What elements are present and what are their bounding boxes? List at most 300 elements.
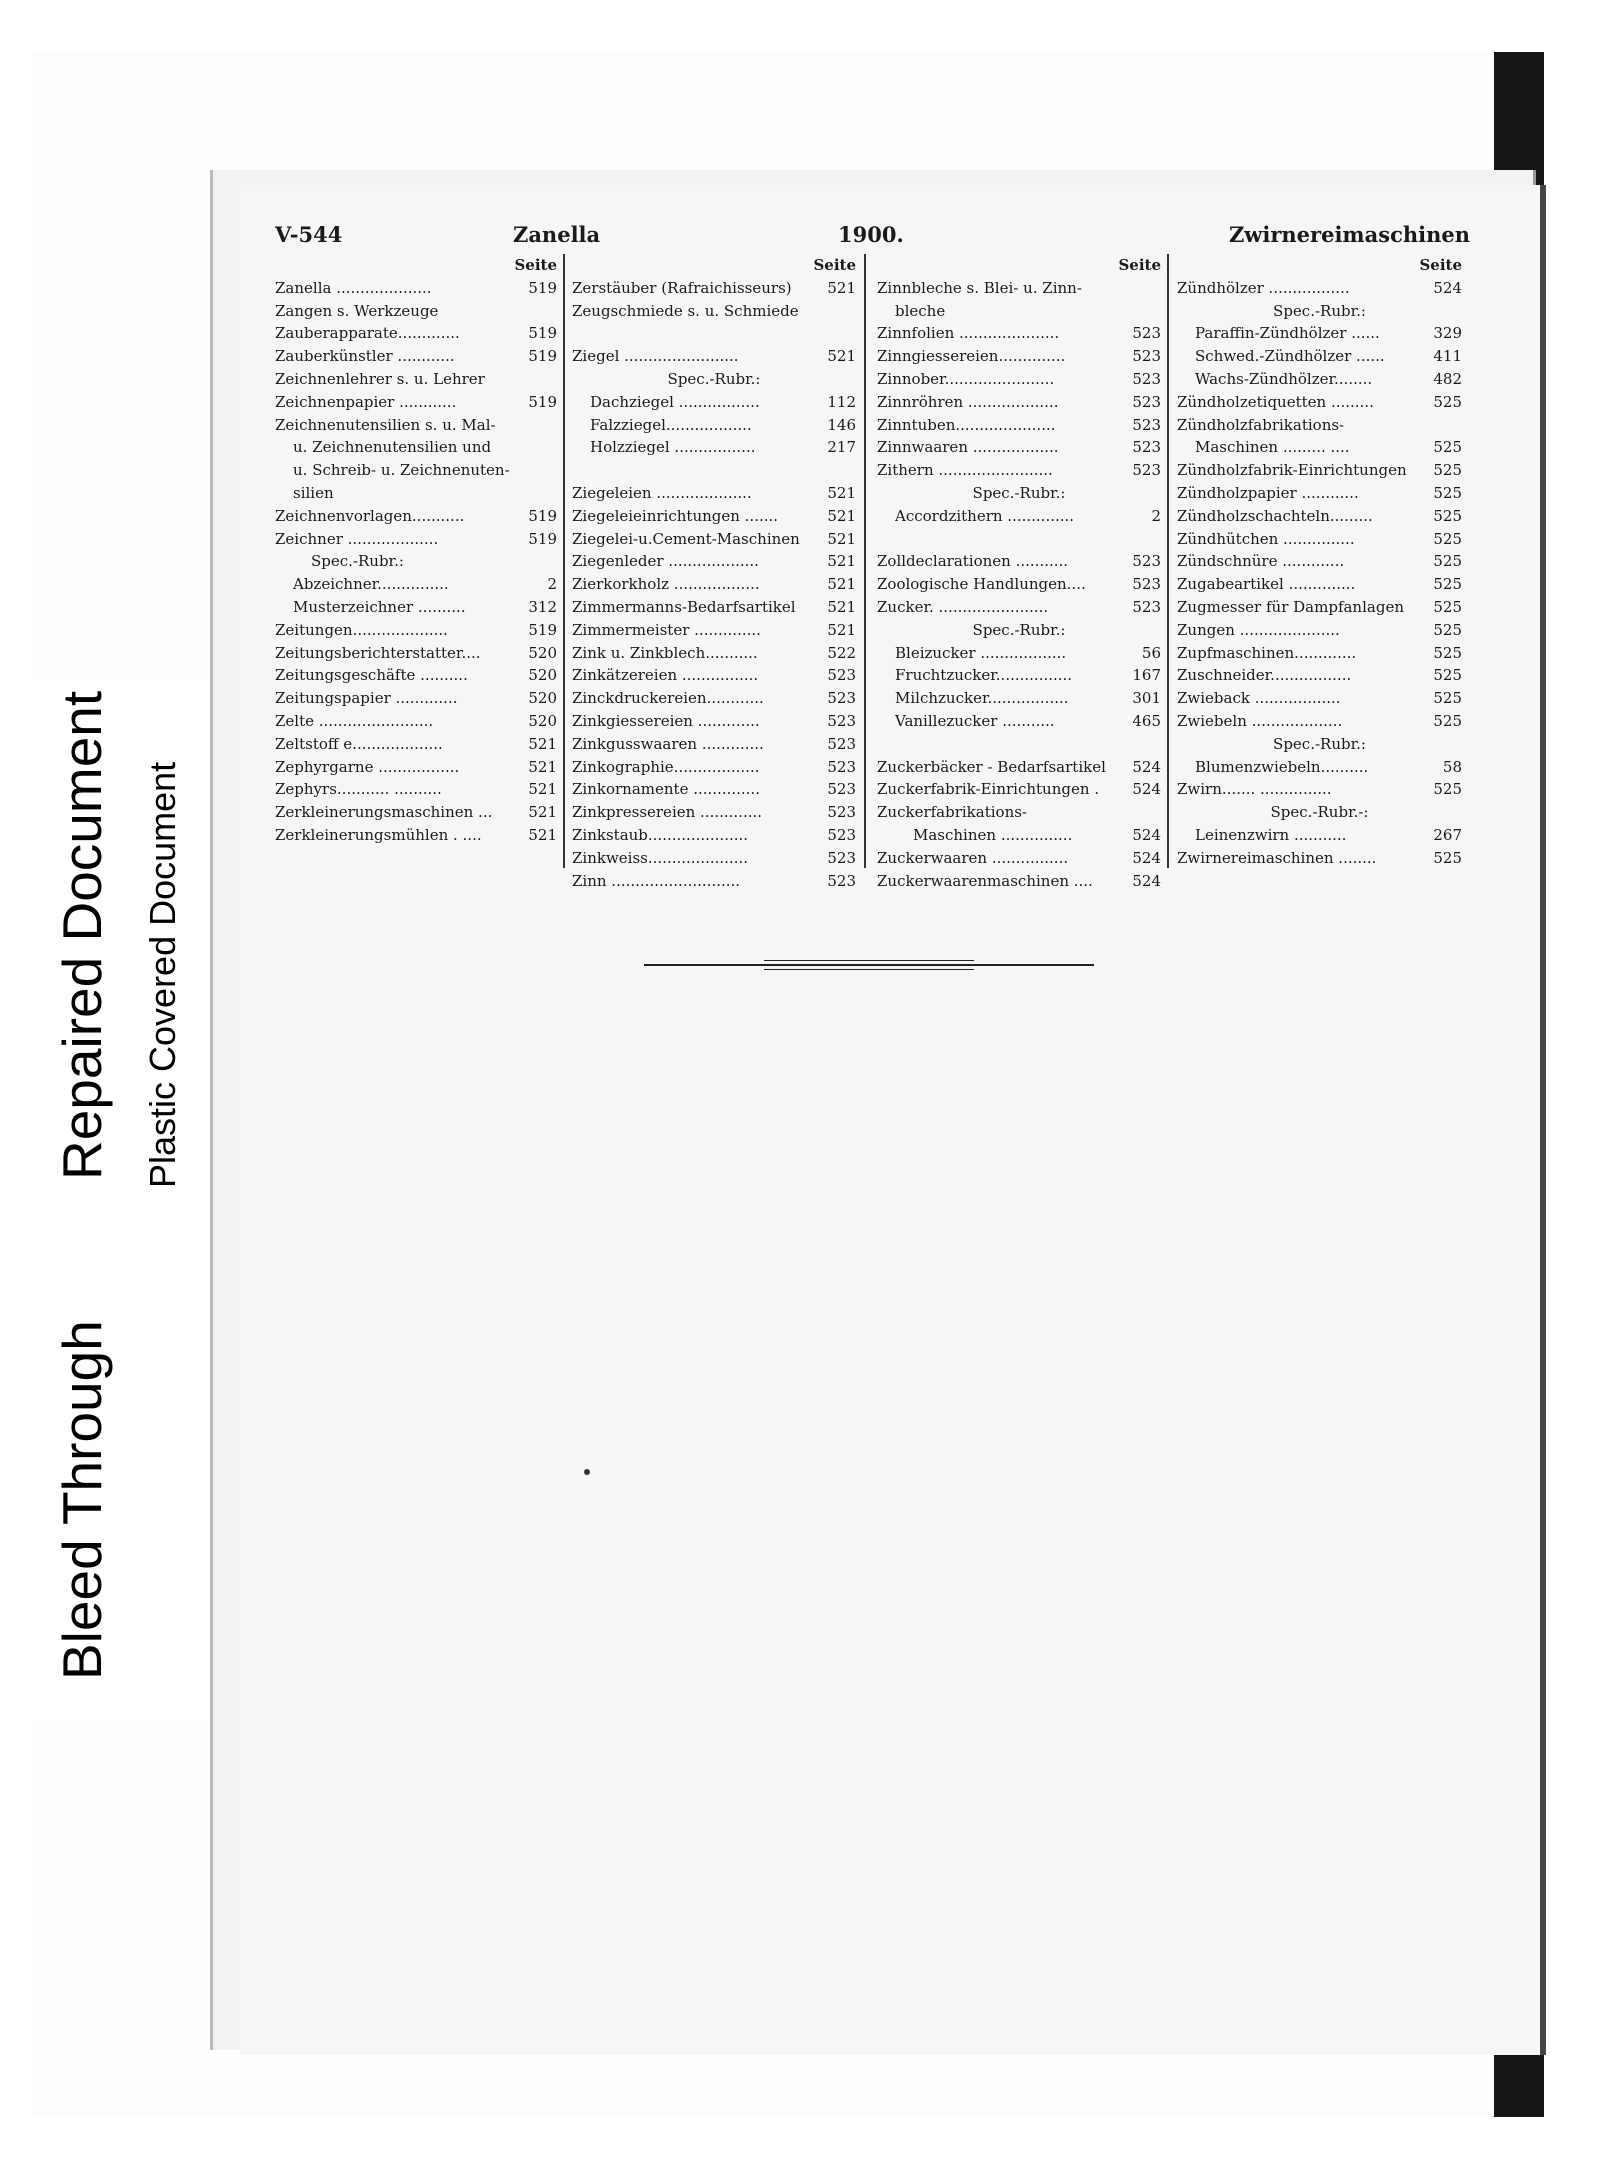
index-entry: [1177, 505, 1462, 528]
entry-page: 523: [1132, 552, 1161, 571]
entry-page: 525: [1433, 575, 1462, 594]
entry-term: Spec.-Rubr.:: [1273, 734, 1366, 753]
entry-term: Zinntuben.....................: [877, 415, 1056, 434]
entry-term: Spec.-Rubr.:: [311, 552, 404, 571]
entry-page: 523: [827, 825, 856, 844]
index-entry: [1177, 778, 1462, 801]
end-rule: [644, 964, 1094, 966]
entry-page: 167: [1132, 666, 1161, 685]
index-entry: [1177, 368, 1462, 391]
entry-term: Zeichnenlehrer s. u. Lehrer: [275, 369, 485, 388]
entry-term: Spec.-Rubr.-:: [1270, 803, 1369, 822]
entry-term: Holzziegel .................: [590, 438, 756, 457]
index-entry: [1177, 482, 1462, 505]
index-entry: [1177, 756, 1462, 779]
entry-page: 524: [1132, 825, 1161, 844]
entry-term: Zangen s. Werkzeuge: [275, 301, 439, 320]
entry-term: Zündhölzer .................: [1177, 278, 1350, 297]
entry-term: Zündschnüre .............: [1177, 552, 1345, 571]
index-entry: [1177, 345, 1462, 368]
entry-page: 521: [528, 780, 557, 799]
entry-term: Zuckerbäcker - Bedarfsartikel: [877, 757, 1106, 776]
entry-term: Zinkpressereien .............: [572, 803, 763, 822]
entry-page: 523: [1132, 324, 1161, 343]
index-entry: [877, 505, 1161, 528]
index-entry: [1177, 733, 1462, 756]
index-entry: [877, 824, 1161, 847]
entry-term: Zoologische Handlungen....: [877, 575, 1086, 594]
entry-term: Zephyrgarne .................: [275, 757, 460, 776]
entry-page: 465: [1132, 711, 1161, 730]
index-entry: [572, 528, 856, 551]
index-entry: [275, 322, 557, 345]
index-entry: [1177, 459, 1462, 482]
entry-term: Zuckerwaarenmaschinen ....: [877, 871, 1093, 890]
entry-term: Zündholzfabrikations-: [1177, 415, 1345, 434]
entry-term: Accordzithern ..............: [895, 506, 1075, 525]
index-entry: [275, 801, 557, 824]
entry-term: Zinnober.......................: [877, 369, 1055, 388]
index-entry: [1177, 300, 1462, 323]
index-entry: [877, 847, 1161, 870]
entry-page: 525: [1433, 483, 1462, 502]
entry-page: 519: [528, 392, 557, 411]
index-entry: [572, 870, 856, 893]
entry-term: Zeichnenvorlagen...........: [275, 506, 465, 525]
entry-term: Zeichnenutensilien s. u. Mal-: [275, 415, 496, 434]
entry-page: 56: [1141, 643, 1161, 662]
entry-term: Zithern ........................: [877, 461, 1053, 480]
entry-term: Ziegeleieinrichtungen .......: [572, 506, 779, 525]
index-entry: [877, 345, 1161, 368]
index-entry: [877, 414, 1161, 437]
entry-page: 523: [1132, 415, 1161, 434]
index-entry: [877, 870, 1161, 893]
label-plastic-covered: Plastic Covered Document: [142, 761, 183, 1188]
entry-term: Zinkgusswaaren .............: [572, 734, 764, 753]
entry-page: 523: [827, 711, 856, 730]
entry-term: Zinngiessereien..............: [877, 347, 1066, 366]
index-entry: [275, 756, 557, 779]
entry-term: Schwed.-Zündhölzer ......: [1195, 347, 1385, 366]
index-entry: [275, 436, 557, 459]
column-heading: [275, 254, 557, 277]
index-entry: [877, 550, 1161, 573]
entry-page: 520: [528, 666, 557, 685]
entry-term: Zeitungen....................: [275, 620, 448, 639]
entry-term: Zinnbleche s. Blei- u. Zinn-: [877, 278, 1082, 297]
index-entry: [275, 391, 557, 414]
entry-term: Zuckerfabrikations-: [877, 803, 1027, 822]
index-entry: [275, 664, 557, 687]
index-column-1: [275, 254, 557, 847]
index-entry: [572, 824, 856, 847]
entry-term: Zungen .....................: [1177, 620, 1340, 639]
entry-term: Zündholzfabrik-Einrichtungen: [1177, 461, 1407, 480]
entry-term: Zerkleinerungsmaschinen ...: [275, 803, 493, 822]
entry-page: 482: [1433, 369, 1462, 388]
entry-page: 521: [827, 597, 856, 616]
index-entry: [572, 482, 856, 505]
index-entry: [1177, 596, 1462, 619]
entry-term: Abzeichner...............: [293, 575, 449, 594]
entry-page: 523: [1132, 597, 1161, 616]
entry-term: Maschinen ...............: [913, 825, 1073, 844]
entry-page: 112: [827, 392, 856, 411]
index-entry: [572, 459, 856, 482]
index-entry: [572, 277, 856, 300]
entry-page: 520: [528, 711, 557, 730]
entry-term: Zündholzpapier ............: [1177, 483, 1359, 502]
entry-term: Zinkgiessereien .............: [572, 711, 760, 730]
index-entry: [572, 778, 856, 801]
index-entry: [572, 368, 856, 391]
entry-page: 267: [1433, 825, 1462, 844]
index-entry: [1177, 550, 1462, 573]
entry-page: 521: [827, 620, 856, 639]
index-entry: [877, 801, 1161, 824]
index-entry: [1177, 528, 1462, 551]
end-rule-ornament: [764, 969, 974, 970]
entry-term: Zeitungspapier .............: [275, 689, 458, 708]
entry-page: 519: [528, 324, 557, 343]
column-divider: [864, 254, 866, 868]
entry-page: 525: [1433, 666, 1462, 685]
index-entry: [1177, 687, 1462, 710]
entry-term: Zeichnenpapier ............: [275, 392, 457, 411]
entry-page: 519: [528, 347, 557, 366]
entry-page: 525: [1433, 506, 1462, 525]
scan-margin-top: [0, 0, 1600, 52]
entry-page: 146: [827, 415, 856, 434]
entry-page: 523: [827, 666, 856, 685]
index-entry: [877, 573, 1161, 596]
entry-term: Paraffin-Zündhölzer ......: [1195, 324, 1380, 343]
entry-page: 312: [528, 597, 557, 616]
entry-term: Zinnwaaren ..................: [877, 438, 1059, 457]
index-entry: [1177, 710, 1462, 733]
entry-term: Zerstäuber (Rafraichisseurs): [572, 278, 792, 297]
entry-page: 523: [827, 848, 856, 867]
entry-term: Zupfmaschinen.............: [1177, 643, 1357, 662]
condition-label: [20, 680, 210, 1720]
index-entry: [877, 528, 1161, 551]
entry-term: Zanella ....................: [275, 278, 432, 297]
index-entry: [1177, 573, 1462, 596]
entry-term: bleche: [895, 301, 946, 320]
index-column-4: [1177, 254, 1462, 870]
entry-term: Ziegenleder ...................: [572, 552, 759, 571]
entry-page: 524: [1132, 757, 1161, 776]
index-entry: [572, 345, 856, 368]
entry-term: Zinkätzereien ................: [572, 666, 759, 685]
index-entry: [572, 687, 856, 710]
entry-term: Ziegeleien ....................: [572, 483, 752, 502]
index-entry: [1177, 322, 1462, 345]
entry-page: 301: [1132, 689, 1161, 708]
entry-term: Zwiebeln ...................: [1177, 711, 1343, 730]
entry-term: Spec.-Rubr.:: [972, 620, 1066, 639]
entry-term: Zwirn....... ...............: [1177, 780, 1332, 799]
entry-term: Blumenzwiebeln..........: [1195, 757, 1369, 776]
seite-label: Seite: [1419, 256, 1462, 274]
entry-page: 521: [528, 734, 557, 753]
seite-label: Seite: [813, 256, 856, 274]
index-column-2: [572, 254, 856, 892]
column-divider: [1167, 254, 1169, 868]
entry-page: 523: [827, 734, 856, 753]
entry-term: Zinn ...........................: [572, 871, 741, 890]
label-bleed-through: Bleed Through: [51, 1320, 113, 1680]
entry-page: 523: [827, 803, 856, 822]
entry-page: 2: [547, 575, 557, 594]
header-first-entry: Zanella: [513, 222, 601, 247]
entry-page: 519: [528, 529, 557, 548]
seite-label: Seite: [1118, 256, 1161, 274]
page-header: [275, 222, 1470, 252]
entry-term: Zinnfolien .....................: [877, 324, 1060, 343]
index-entry: [1177, 664, 1462, 687]
index-entry: [1177, 436, 1462, 459]
index-entry: [275, 300, 557, 323]
entry-term: Musterzeichner ..........: [293, 597, 466, 616]
index-entry: [572, 756, 856, 779]
entry-term: Spec.-Rubr.:: [972, 483, 1066, 502]
column-heading: [877, 254, 1161, 277]
index-entry: [275, 778, 557, 801]
entry-term: Zuckerfabrik-Einrichtungen .: [877, 780, 1100, 799]
index-entry: [877, 368, 1161, 391]
index-entry: [275, 573, 557, 596]
index-entry: [1177, 801, 1462, 824]
entry-page: 525: [1433, 848, 1462, 867]
index-entry: [572, 414, 856, 437]
index-entry: [877, 733, 1161, 756]
index-entry: [877, 482, 1161, 505]
label-repaired-document: Repaired Document: [51, 690, 113, 1180]
entry-term: Zerkleinerungsmühlen . ....: [275, 825, 482, 844]
index-entry: [877, 322, 1161, 345]
column-heading: [572, 254, 856, 277]
entry-term: Fruchtzucker................: [895, 666, 1073, 685]
index-entry: [1177, 414, 1462, 437]
index-entry: [275, 596, 557, 619]
index-entry: [877, 710, 1161, 733]
entry-term: Zugabeartikel ..............: [1177, 575, 1356, 594]
entry-page: 523: [1132, 392, 1161, 411]
entry-term: Zuschneider.................: [1177, 666, 1352, 685]
index-entry: [275, 505, 557, 528]
entry-page: 411: [1433, 347, 1462, 366]
index-entry: [1177, 847, 1462, 870]
entry-page: 523: [1132, 575, 1161, 594]
index-entry: [275, 824, 557, 847]
entry-term: Zauberapparate.............: [275, 324, 460, 343]
index-entry: [877, 664, 1161, 687]
entry-term: Vanillezucker ...........: [895, 711, 1055, 730]
entry-page: 525: [1433, 780, 1462, 799]
entry-term: silien: [293, 483, 334, 502]
index-entry: [275, 642, 557, 665]
entry-term: Zeichner ...................: [275, 529, 439, 548]
scan-margin-right: [1544, 52, 1600, 2117]
index-entry: [1177, 619, 1462, 642]
index-entry: [275, 482, 557, 505]
index-entry: [572, 801, 856, 824]
entry-term: Zinkweiss.....................: [572, 848, 749, 867]
index-entry: [572, 847, 856, 870]
entry-term: Zugmesser für Dampfanlagen: [1177, 597, 1404, 616]
entry-page: 519: [528, 620, 557, 639]
entry-term: Zinkstaub.....................: [572, 825, 749, 844]
entry-term: Zimmermeister ..............: [572, 620, 761, 639]
index-entry: [275, 619, 557, 642]
entry-page: 525: [1433, 711, 1462, 730]
entry-page: 521: [827, 552, 856, 571]
index-entry: [572, 573, 856, 596]
entry-page: 523: [827, 757, 856, 776]
index-entry: [572, 642, 856, 665]
entry-term: Zucker. .......................: [877, 597, 1049, 616]
entry-term: Zwieback ..................: [1177, 689, 1341, 708]
entry-page: 525: [1433, 689, 1462, 708]
index-entry: [275, 277, 557, 300]
index-entry: [877, 391, 1161, 414]
entry-term: Zündholzschachteln.........: [1177, 506, 1373, 525]
entry-term: Leinenzwirn ...........: [1195, 825, 1347, 844]
entry-page: 217: [827, 438, 856, 457]
end-rule-ornament: [764, 960, 974, 961]
entry-term: Zolldeclarationen ...........: [877, 552, 1069, 571]
entry-term: Falzziegel..................: [590, 415, 752, 434]
entry-page: 523: [1132, 369, 1161, 388]
entry-term: Zelte ........................: [275, 711, 434, 730]
entry-page: 521: [827, 506, 856, 525]
entry-page: 525: [1433, 643, 1462, 662]
header-year: 1900.: [838, 222, 904, 247]
entry-term: Milchzucker.................: [895, 689, 1069, 708]
entry-page: 521: [528, 803, 557, 822]
entry-term: Zündhütchen ...............: [1177, 529, 1355, 548]
entry-term: Zinkographie..................: [572, 757, 760, 776]
entry-page: 523: [1132, 438, 1161, 457]
index-entry: [572, 322, 856, 345]
entry-page: 525: [1433, 461, 1462, 480]
entry-page: 523: [827, 871, 856, 890]
index-entry: [1177, 824, 1462, 847]
entry-page: 519: [528, 278, 557, 297]
entry-page: 523: [1132, 461, 1161, 480]
entry-page: 521: [528, 757, 557, 776]
index-entry: [572, 710, 856, 733]
index-entry: [275, 528, 557, 551]
index-entry: [572, 619, 856, 642]
index-entry: [1177, 391, 1462, 414]
scan-margin-bottom: [0, 2120, 1600, 2177]
index-entry: [275, 459, 557, 482]
ink-speck: [584, 1469, 590, 1475]
index-entry: [1177, 277, 1462, 300]
index-entry: [877, 687, 1161, 710]
index-entry: [572, 550, 856, 573]
entry-term: Zeitungsberichterstatter....: [275, 643, 481, 662]
entry-term: u. Zeichnenutensilien und: [293, 438, 492, 457]
entry-page: 521: [827, 278, 856, 297]
column-divider: [563, 254, 565, 868]
entry-term: Zink u. Zinkblech...........: [572, 643, 758, 662]
index-entry: [275, 414, 557, 437]
entry-term: Dachziegel .................: [590, 392, 760, 411]
index-entry: [877, 277, 1161, 300]
index-column-3: [877, 254, 1161, 892]
entry-page: 525: [1433, 597, 1462, 616]
entry-term: Wachs-Zündhölzer........: [1195, 369, 1373, 388]
entry-page: 522: [827, 643, 856, 662]
entry-page: 520: [528, 689, 557, 708]
entry-term: Zierkorkholz ..................: [572, 575, 760, 594]
header-last-entry: Zwirnereimaschinen: [1228, 222, 1470, 247]
entry-term: Ziegel ........................: [572, 347, 739, 366]
entry-page: 524: [1132, 780, 1161, 799]
index-entry: [572, 505, 856, 528]
entry-page: 58: [1442, 757, 1462, 776]
entry-page: 2: [1151, 506, 1161, 525]
seite-label: Seite: [514, 256, 557, 274]
entry-page: 525: [1433, 620, 1462, 639]
entry-page: 523: [827, 780, 856, 799]
index-entry: [572, 733, 856, 756]
index-entry: [275, 710, 557, 733]
entry-page: 524: [1433, 278, 1462, 297]
index-entry: [1177, 642, 1462, 665]
index-entry: [275, 368, 557, 391]
entry-page: 521: [827, 483, 856, 502]
entry-page: 525: [1433, 438, 1462, 457]
entry-page: 521: [827, 575, 856, 594]
entry-term: Zauberkünstler ............: [275, 347, 455, 366]
entry-term: Maschinen ......... ....: [1195, 438, 1350, 457]
column-heading: [1177, 254, 1462, 277]
entry-page: 524: [1132, 871, 1161, 890]
entry-page: 519: [528, 506, 557, 525]
index-entry: [275, 550, 557, 573]
index-entry: [877, 778, 1161, 801]
index-entry: [275, 345, 557, 368]
index-entry: [572, 596, 856, 619]
entry-term: Zeltstoff e...................: [275, 734, 443, 753]
entry-page: 520: [528, 643, 557, 662]
entry-term: u. Schreib- u. Zeichnenuten-: [293, 461, 510, 480]
entry-term: Zinkornamente ..............: [572, 780, 760, 799]
index-entry: [877, 642, 1161, 665]
index-entry: [877, 619, 1161, 642]
index-entry: [877, 756, 1161, 779]
index-entry: [275, 687, 557, 710]
entry-page: 524: [1132, 848, 1161, 867]
entry-term: Zinckdruckereien............: [572, 689, 764, 708]
entry-term: Spec.-Rubr.:: [1273, 301, 1366, 320]
page-number: V-544: [275, 222, 343, 247]
index-entry: [877, 596, 1161, 619]
entry-term: Zwirnereimaschinen ........: [1177, 848, 1377, 867]
index-entry: [877, 436, 1161, 459]
entry-page: 525: [1433, 529, 1462, 548]
index-entry: [572, 664, 856, 687]
entry-page: 525: [1433, 552, 1462, 571]
entry-page: 521: [827, 529, 856, 548]
entry-term: Bleizucker ..................: [895, 643, 1067, 662]
index-entry: [275, 733, 557, 756]
